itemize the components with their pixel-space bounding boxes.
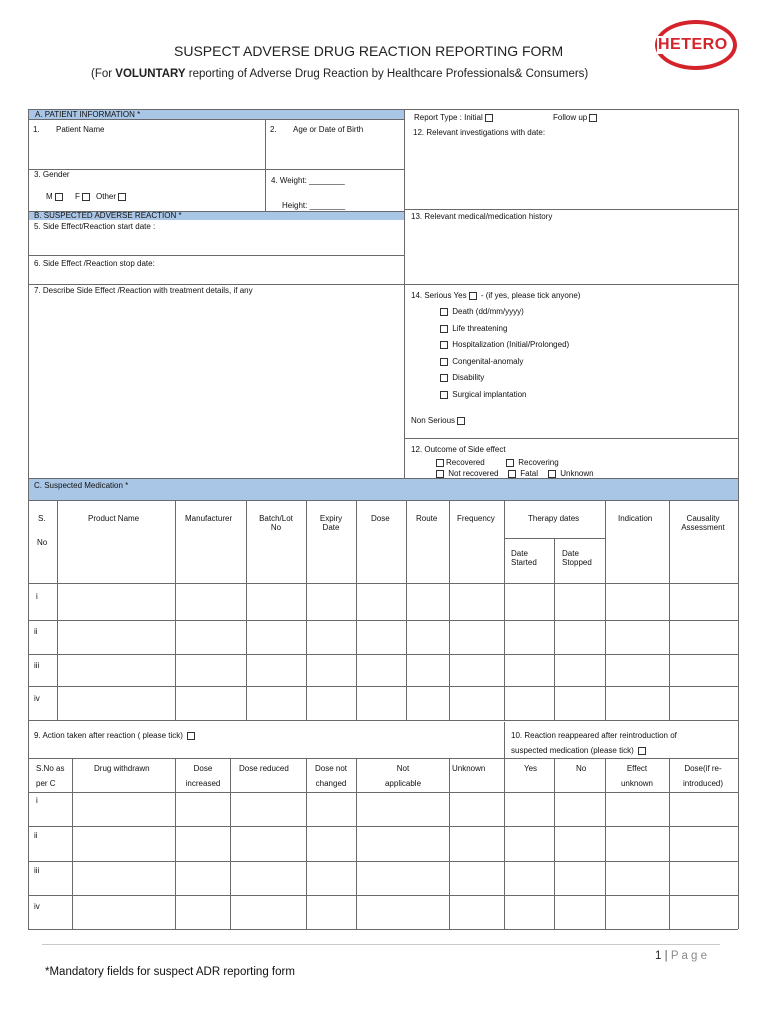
col-stopped xyxy=(562,549,592,567)
gender-f-label: F xyxy=(75,192,80,201)
c-col xyxy=(175,500,176,720)
serious-yes-checkbox[interactable] xyxy=(469,292,477,300)
outcome-title: 12. Outcome of Side effect xyxy=(411,445,506,454)
col-causality-line2: Assessment xyxy=(681,523,725,532)
age-label: Age or Date of Birth xyxy=(293,125,364,134)
col-batch-line1: Batch/Lot xyxy=(259,514,293,523)
serious-option[interactable] xyxy=(438,324,507,333)
col9-na xyxy=(360,764,446,788)
field9 xyxy=(34,731,197,740)
checkbox-icon[interactable] xyxy=(548,470,556,478)
gender-m xyxy=(46,192,65,201)
col-product: Product Name xyxy=(88,514,140,523)
col9-withdrawn: Drug withdrawn xyxy=(94,764,150,773)
out-fatal-label: Fatal xyxy=(520,469,539,478)
s9-col xyxy=(175,758,176,929)
s9-row-label: i xyxy=(36,796,38,805)
col9-increased xyxy=(178,764,228,788)
s9-line xyxy=(28,792,738,793)
follow-up-label: Follow up xyxy=(553,113,588,122)
col-batch xyxy=(250,514,302,532)
c-col xyxy=(356,500,357,720)
s9-col xyxy=(605,758,606,929)
gender-other xyxy=(96,192,128,201)
c-col xyxy=(406,500,407,720)
gender-f-checkbox[interactable] xyxy=(82,193,90,201)
section-b-title: B. SUSPECTED ADVERSE REACTION * xyxy=(34,211,182,220)
s9-col xyxy=(230,758,231,929)
col9-increased-line2: increased xyxy=(185,779,221,788)
checkbox-icon[interactable] xyxy=(440,341,448,349)
col9-reduced: Dose reduced xyxy=(239,764,289,773)
line-a4 xyxy=(265,169,266,211)
gender-other-checkbox[interactable] xyxy=(118,193,126,201)
non-serious-checkbox[interactable] xyxy=(457,417,465,425)
col10-no: No xyxy=(576,764,587,773)
field9-checkbox[interactable] xyxy=(187,732,195,740)
report-type-label: Report Type : Initial xyxy=(414,113,483,122)
section-a-title: A. PATIENT INFORMATION * xyxy=(35,110,141,119)
line-c2 xyxy=(28,500,738,501)
serious-option[interactable] xyxy=(438,307,524,316)
col9-na-line2: applicable xyxy=(384,779,422,788)
hetero-logo: HETERO xyxy=(658,36,728,53)
c-col xyxy=(57,500,58,720)
gender-f xyxy=(75,192,92,201)
col10-dose-re-line1: Dose(if re- xyxy=(684,764,722,773)
col10-effect xyxy=(607,764,667,788)
col-started-line2: Started xyxy=(511,558,537,567)
col-started xyxy=(511,549,537,567)
checkbox-icon[interactable] xyxy=(436,459,444,467)
line-c1 xyxy=(28,478,738,479)
field1-num: 1. xyxy=(33,125,40,134)
weight-field[interactable]: 4. Weight: ________ xyxy=(271,176,345,185)
s9-col xyxy=(306,758,307,929)
col9-sno-line1: S.No as xyxy=(36,764,65,773)
line-b3 xyxy=(28,255,404,256)
gender-label: 3. Gender xyxy=(34,170,70,179)
serious-option[interactable] xyxy=(438,390,527,399)
c-col xyxy=(246,500,247,720)
c-row-label: iv xyxy=(34,694,40,703)
checkbox-icon[interactable] xyxy=(440,391,448,399)
col10-effect-line2: unknown xyxy=(620,779,654,788)
non-serious-label: Non Serious xyxy=(411,416,456,425)
form-title: SUSPECT ADVERSE DRUG REACTION REPORTING FORM xyxy=(174,43,564,59)
serious-option[interactable] xyxy=(438,357,523,366)
out-unknown-label: Unknown xyxy=(560,469,594,478)
line-a1 xyxy=(28,119,404,120)
col-stopped-line2: Stopped xyxy=(562,558,592,567)
col10-dose-re xyxy=(672,764,734,788)
col-frequency: Frequency xyxy=(457,514,495,523)
out-recovering[interactable] xyxy=(504,458,559,467)
s9-row-label: iv xyxy=(34,902,40,911)
c-col xyxy=(449,500,450,720)
field12-label: 12. Relevant investigations with date: xyxy=(413,128,546,137)
page-sep: | xyxy=(664,950,668,962)
field14 xyxy=(411,291,580,300)
section-c-title: C. Suspected Medication * xyxy=(34,481,129,490)
field10-line1: 10. Reaction reappeared after reintroduction of xyxy=(511,731,677,740)
col10-effect-line1: Effect xyxy=(626,764,648,773)
subtitle-pre: (For xyxy=(91,68,116,80)
line-a2 xyxy=(265,119,266,169)
field9-label: 9. Action taken after reaction ( please tick) xyxy=(34,731,183,740)
col-causality xyxy=(672,514,734,532)
s9-line xyxy=(28,929,738,930)
checkbox-icon[interactable] xyxy=(506,459,514,467)
col9-sno xyxy=(36,764,64,788)
col9-increased-line1: Dose xyxy=(193,764,213,773)
s9-line xyxy=(28,758,738,759)
line-b4 xyxy=(28,284,738,285)
col-causality-line1: Causality xyxy=(686,514,720,523)
c-row-line xyxy=(28,654,738,655)
divider-mid-top xyxy=(404,109,405,285)
col9-notchanged-line2: changed xyxy=(315,779,347,788)
c-row-label: i xyxy=(36,592,38,601)
c-row-label: ii xyxy=(34,627,38,636)
col9-notchanged xyxy=(308,764,354,788)
s9-col xyxy=(72,758,73,929)
line-a3 xyxy=(28,169,404,170)
out-recovered[interactable] xyxy=(434,458,485,467)
c-col xyxy=(504,500,505,720)
checkbox-icon[interactable] xyxy=(508,470,516,478)
page-label: P a g e xyxy=(670,950,708,962)
col-batch-line2: No xyxy=(270,523,282,532)
field6-label: 6. Side Effect /Reaction stop date: xyxy=(34,259,155,268)
footer-rule xyxy=(42,944,720,945)
follow-up-checkbox[interactable] xyxy=(589,114,597,122)
s9-row-label: ii xyxy=(34,831,38,840)
line-c0 xyxy=(404,438,738,439)
patient-name-label: Patient Name xyxy=(56,125,105,134)
line-b2 xyxy=(404,209,738,210)
out-fatal[interactable] xyxy=(506,469,538,478)
gender-other-label: Other xyxy=(96,192,117,201)
field14-label: 14. Serious Yes xyxy=(411,291,467,300)
checkbox-icon[interactable] xyxy=(436,470,444,478)
col10-dose-re-line2: introduced) xyxy=(682,779,724,788)
field10-checkbox[interactable] xyxy=(638,747,646,755)
subtitle-bold: VOLUNTARY xyxy=(115,68,186,80)
out-recovering-label: Recovering xyxy=(518,458,559,467)
field10 xyxy=(511,746,648,755)
serious-option-label: Disability xyxy=(452,373,485,382)
col-expiry-line2: Date xyxy=(322,523,340,532)
c-col xyxy=(306,500,307,720)
s9-line xyxy=(28,895,738,896)
out-not-recovered-label: Not recovered xyxy=(448,469,499,478)
non-serious xyxy=(411,416,467,425)
height-field[interactable]: Height: ________ xyxy=(282,201,346,210)
s9-col xyxy=(356,758,357,929)
frame-right xyxy=(738,109,739,929)
col-expiry xyxy=(308,514,354,532)
follow-up xyxy=(553,113,599,122)
col9-unknown: Unknown xyxy=(452,764,486,773)
gender-m-checkbox[interactable] xyxy=(55,193,63,201)
col-manufacturer: Manufacturer xyxy=(185,514,233,523)
serious-option-label: Hospitalization (Initial/Prolonged) xyxy=(452,340,570,349)
c-row-line xyxy=(28,583,738,584)
col9-na-line1: Not xyxy=(396,764,410,773)
section-c-band xyxy=(29,479,738,500)
initial-checkbox[interactable] xyxy=(485,114,493,122)
field14-hint: - (if yes, please tick anyone) xyxy=(478,291,581,300)
c-therapy-line xyxy=(504,538,605,539)
field5-label: 5. Side Effect/Reaction start date : xyxy=(34,222,156,231)
col9-sno-line2: per C xyxy=(36,779,56,788)
page-number xyxy=(655,950,707,962)
serious-option-label: Death (dd/mm/yyyy) xyxy=(452,307,524,316)
checkbox-icon[interactable] xyxy=(440,325,448,333)
s9-line xyxy=(28,826,738,827)
col-started-line1: Date xyxy=(511,549,528,558)
report-type xyxy=(414,113,495,122)
col-expiry-line1: Expiry xyxy=(319,514,343,523)
c-row-label: iii xyxy=(34,661,40,670)
out-unknown[interactable] xyxy=(546,469,594,478)
c-row-line xyxy=(28,620,738,621)
mandatory-note: *Mandatory fields for suspect ADR reporting form xyxy=(45,966,295,978)
c-col xyxy=(669,500,670,720)
s9-col xyxy=(449,758,450,929)
col-no: No xyxy=(37,538,48,547)
serious-option[interactable] xyxy=(438,340,569,349)
field2-num: 2. xyxy=(270,125,277,134)
frame-left xyxy=(28,109,29,929)
serious-option-label: Surgical implantation xyxy=(452,390,527,399)
col-route: Route xyxy=(416,514,438,523)
gender-m-label: M xyxy=(46,192,53,201)
checkbox-icon[interactable] xyxy=(440,374,448,382)
checkbox-icon[interactable] xyxy=(440,358,448,366)
col10-yes: Yes xyxy=(524,764,538,773)
serious-option[interactable] xyxy=(438,373,484,382)
line-b5 xyxy=(404,284,405,478)
c-col xyxy=(554,538,555,720)
col-indication: Indication xyxy=(618,514,653,523)
subtitle-post: reporting of Adverse Drug Reaction by Healthcare Professionals& Consumers) xyxy=(185,68,589,80)
field10-label: suspected medication (please tick) xyxy=(511,746,634,755)
s9-col xyxy=(554,758,555,929)
col-stopped-line1: Date xyxy=(562,549,579,558)
col-s: S. xyxy=(38,514,46,523)
s9-line xyxy=(28,861,738,862)
field13-label: 13. Relevant medical/medication history xyxy=(411,212,553,221)
page-num: 1 xyxy=(655,950,662,962)
col9-notchanged-line1: Dose not xyxy=(314,764,348,773)
out-recovered-label: Recovered xyxy=(446,458,485,467)
c-col xyxy=(605,500,606,720)
c-row-line xyxy=(28,720,738,721)
checkbox-icon[interactable] xyxy=(440,308,448,316)
c-row-line xyxy=(28,686,738,687)
field7-label: 7. Describe Side Effect /Reaction with treatment details, if any xyxy=(34,286,253,295)
serious-option-label: Congenital-anomaly xyxy=(452,357,524,366)
col-therapy: Therapy dates xyxy=(528,514,580,523)
col-dose: Dose xyxy=(371,514,390,523)
serious-option-label: Life threatening xyxy=(452,324,508,333)
form-subtitle xyxy=(91,68,588,80)
out-not-recovered[interactable] xyxy=(434,469,498,478)
s9-col xyxy=(504,722,505,929)
s9-col xyxy=(669,758,670,929)
s9-row-label: iii xyxy=(34,866,40,875)
